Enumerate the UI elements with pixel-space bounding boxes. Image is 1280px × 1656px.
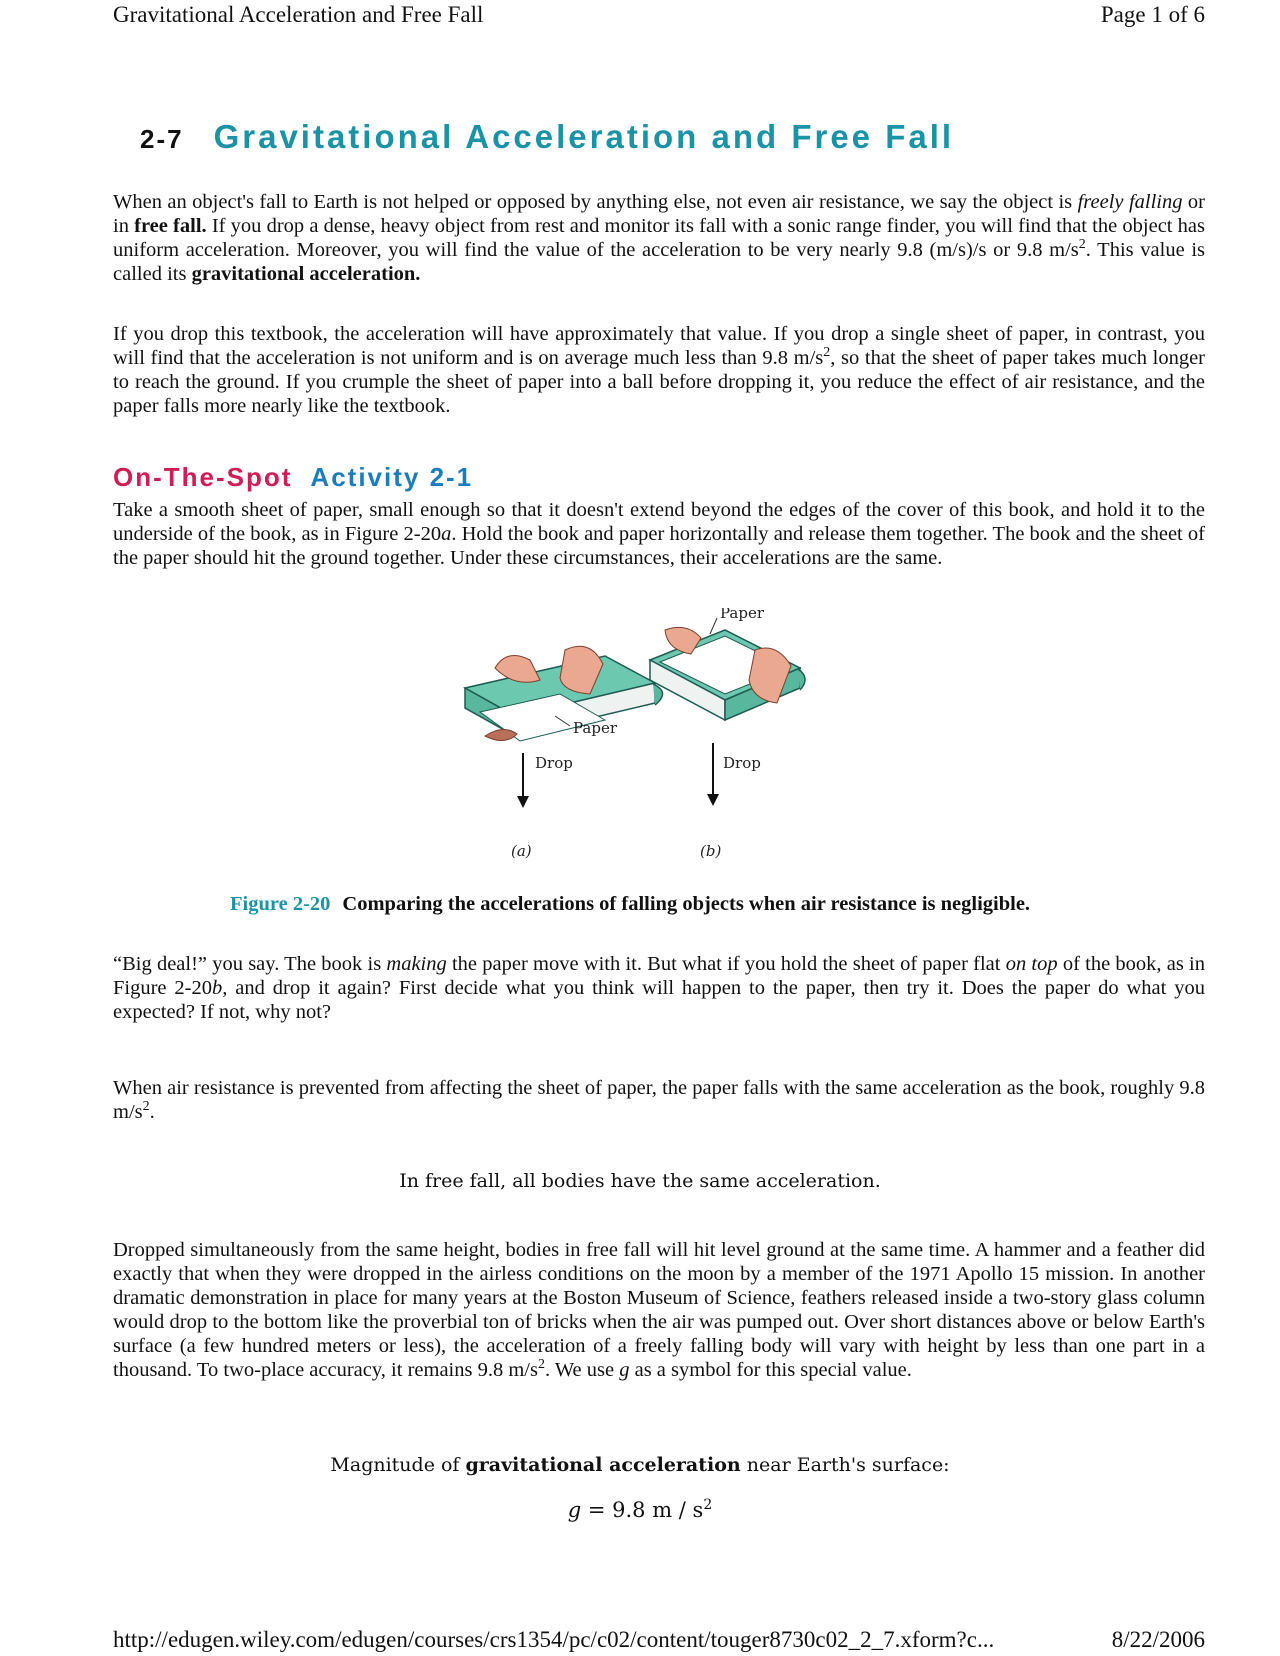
book-a-illustration (465, 646, 663, 741)
drop-label-a: Drop (535, 754, 573, 772)
paragraph-apollo: Dropped simultaneously from the same height, bodies in free fall will hit level ground at the same time. A hammer and a feather did exactly that when they were dropped in the airless conditions on the moon by a member of the 1971 Apollo 15 mission. In another dramatic demonstration in place for many years at the Boston Museum of Science, feathers released inside a two-story glass column would drop to the bottom like the proverbial ton of bricks when the air was pumped out. Over short distances above or below Earth's surface (a few hundred meters or less), the acceleration of a freely falling body will vary with height by less than one part in a thousand. To two-place accuracy, it remains 9.8 $m/s^2$. We use g as a symbol for this special value. (113, 1239, 1205, 1381)
section-title: Gravitational Acceleration and Free Fall (213, 118, 955, 155)
paper-label-a: Paper (573, 719, 618, 737)
book-b-illustration (650, 618, 805, 720)
figure-2-20 (455, 608, 875, 878)
paragraph-big-deal: “Big deal!” you say. The book is making the paper move with it. But what if you hold the sheet of paper flat on top of the book, as in Figure 2-20b, and drop it again? First decide what you think will happen to the paper, then try it. Does the paper do what you expected? If not, why not? (113, 953, 1205, 1023)
footer-url: http://edugen.wiley.com/edugen/courses/crs1354/pc/c02/content/touger8730c02_2_7.xform?c... (113, 1627, 995, 1652)
free-fall-statement: In free fall, all bodies have the same acceleration. (399, 1170, 881, 1192)
figure-caption: Figure 2-20 Comparing the accelerations of falling objects when air resistance is negligible. (230, 893, 1031, 915)
label-b: (b) (700, 842, 722, 860)
magnitude-label: Magnitude of gravitational acceleration near Earth's surface: (330, 1454, 950, 1476)
paragraph-intro: When an object's fall to Earth is not helped or opposed by anything else, not even air resistance, we say the object is freely falling or in free fall. If you drop a dense, heavy object from rest and monitor its fall with a sonic range finder, you will find that the object has uniform acceleration. Moreover, you will find the value of the acceleration to be very nearly 9.8 (m/s)/s or 9.8 $m/s^2$. This value is called its gravitational acceleration. (113, 191, 1206, 285)
footer-date: 8/22/2006 (1111, 1627, 1205, 1652)
paragraph-air-resistance: When air resistance is prevented from affecting the sheet of paper, the paper falls with the same acceleration as the book, roughly 9.8 $m/s^2$. (113, 1077, 1205, 1123)
paper-label-b: Paper (720, 608, 765, 622)
paragraph-textbook: If you drop this textbook, the acceleration will have approximately that value. If you drop a single sheet of paper, in contrast, you will find that the acceleration is not uniform and is on average much less than 9.8 $m/s^2$, so that the sheet of paper takes much longer to reach the ground. If you crumple the sheet of paper into a ball before dropping it, you reduce the effect of air resistance, and the paper falls more nearly like the textbook. (113, 323, 1205, 417)
label-a: (a) (511, 842, 532, 860)
section-heading (140, 118, 954, 156)
activity-heading: On-The-Spot Activity 2-1 (113, 462, 474, 492)
header-title: Gravitational Acceleration and Free Fall (113, 2, 484, 27)
g-formula: g = 9.8 m / $s^2$ (567, 1497, 713, 1522)
paragraph-activity: Take a smooth sheet of paper, small enough so that it doesn't extend beyond the edges of the cover of this book, and hold it to the underside of the book, as in Figure 2-20a. Hold the book and paper horizontally and release them together. The book and the sheet of the paper should hit the ground together. Under these circumstances, their accelerations are the same. (113, 499, 1205, 569)
page-number: Page 1 of 6 (1100, 2, 1205, 27)
section-number: 2-7 (140, 124, 184, 154)
drop-label-b: Drop (723, 754, 761, 772)
